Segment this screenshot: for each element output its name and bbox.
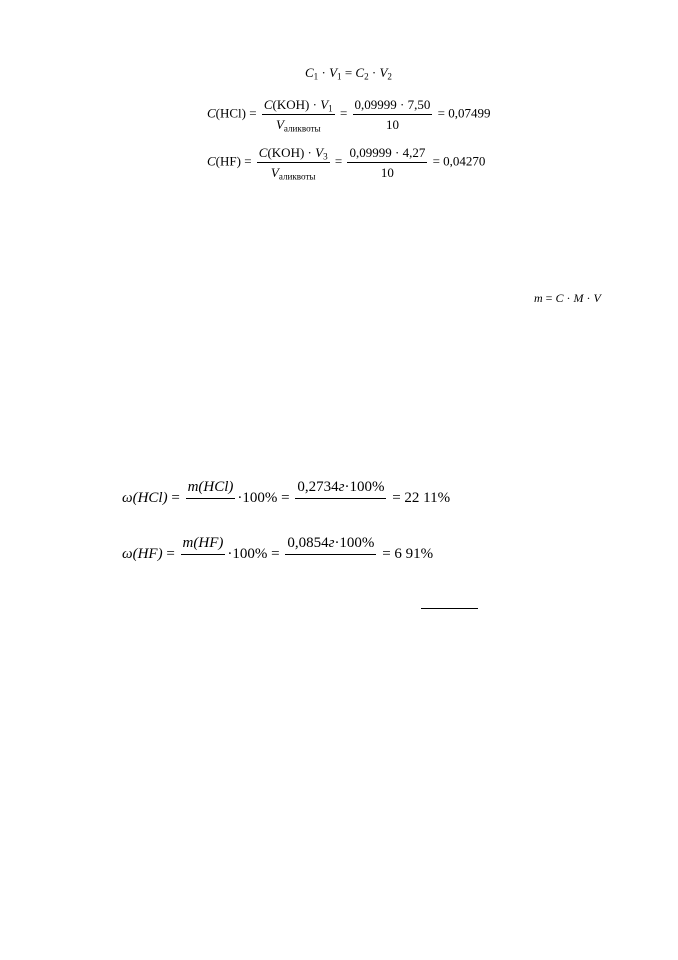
numeric-denominator: 10 — [385, 117, 399, 132]
lhs-omega: ω(HF) — [122, 545, 163, 562]
percent-multiplier: ·100% = — [237, 489, 290, 506]
numeric-numerator — [285, 536, 376, 555]
hcl-concentration-equation — [207, 97, 491, 134]
dot-operator: · — [321, 65, 326, 80]
mass-value: 0,0854 — [287, 535, 329, 551]
v1-symbol: V — [329, 65, 338, 80]
lhs-omega: ω(HCl) — [122, 489, 168, 506]
dot-operator: · — [586, 291, 591, 305]
concentration-symbol: C — [555, 291, 564, 305]
numeric-numerator — [295, 480, 386, 499]
denominator-v: V — [270, 165, 279, 180]
equals-sign: = — [344, 65, 353, 80]
numeric-numerator: 0,09999 · 4,27 — [347, 146, 427, 163]
denominator-subscript: аликвоты — [283, 123, 321, 134]
hf-mass-fraction-equation — [122, 536, 433, 573]
hf-concentration-equation — [207, 145, 486, 182]
dot-operator: · — [312, 97, 317, 112]
v1-subscript: 1 — [337, 71, 342, 82]
percent-factor: ·100% — [334, 535, 375, 551]
symbolic-fraction — [257, 145, 330, 182]
numerator-substance: (KOH) — [267, 145, 305, 160]
dot-operator: · — [371, 65, 377, 80]
underline-rule — [421, 608, 478, 609]
c1-subscript: 1 — [313, 71, 319, 82]
fraction-denominator — [269, 163, 318, 182]
lhs-substance: (HCl) — [215, 105, 247, 121]
v2-symbol: V — [379, 65, 388, 80]
fraction-denominator — [274, 115, 323, 134]
numeric-fraction — [285, 536, 376, 573]
mass-value: 0,2734 — [297, 479, 339, 495]
numerator-c: C — [263, 97, 273, 112]
equals-sign: = — [339, 105, 348, 121]
mass-formula — [534, 292, 601, 304]
fraction-numerator: m(HCl) — [186, 480, 236, 499]
equals-sign: = — [249, 105, 257, 121]
equals-sign: = — [334, 153, 343, 169]
lhs-c-symbol: C — [207, 105, 216, 121]
result-value: = 0,07499 — [437, 105, 491, 121]
dot-operator: · — [566, 291, 571, 305]
molar-mass-symbol: M — [573, 291, 584, 305]
result-value: = 22 11% — [392, 489, 451, 506]
numeric-numerator: 0,09999 · 7,50 — [353, 98, 433, 115]
fraction-numerator — [262, 98, 335, 115]
gram-unit: г — [338, 479, 345, 495]
gram-unit: г — [328, 535, 335, 551]
numeric-denominator — [337, 499, 345, 517]
numerator-c: C — [258, 145, 268, 160]
result-value: = 0,04270 — [432, 153, 486, 169]
numeric-fraction — [353, 98, 433, 131]
mass-symbol: m — [534, 291, 543, 305]
numeric-denominator — [327, 555, 335, 573]
lhs-substance: (HF) — [215, 153, 241, 169]
c2-subscript: 2 — [364, 71, 369, 82]
mass-fraction — [181, 536, 226, 573]
c2-symbol: C — [355, 65, 365, 80]
fraction-numerator: m(HF) — [181, 536, 226, 555]
numeric-fraction — [295, 480, 386, 517]
dilution-equation — [305, 65, 392, 82]
lhs-c-symbol: C — [207, 153, 216, 169]
result-value: = 6 91% — [382, 545, 434, 562]
equals-sign: = — [166, 545, 175, 562]
numerator-v: V — [315, 145, 324, 160]
dot-operator: · — [307, 145, 312, 160]
hcl-mass-fraction-equation — [122, 480, 450, 517]
numeric-denominator: 10 — [380, 165, 394, 180]
denominator-v: V — [275, 117, 284, 132]
numerator-v-subscript: 3 — [323, 151, 328, 162]
fraction-denominator — [207, 499, 215, 517]
numeric-fraction — [347, 146, 427, 179]
numerator-v-subscript: 1 — [328, 103, 333, 114]
denominator-subscript: аликвоты — [278, 171, 316, 182]
c1-symbol: C — [305, 65, 314, 80]
equals-sign: = — [545, 291, 553, 305]
fraction-numerator — [257, 146, 330, 163]
equals-sign: = — [244, 153, 252, 169]
equals-sign: = — [171, 489, 180, 506]
numerator-substance: (KOH) — [272, 97, 310, 112]
volume-symbol: V — [593, 291, 601, 305]
fraction-denominator — [199, 555, 207, 573]
percent-factor: ·100% — [344, 479, 385, 495]
numerator-v: V — [320, 97, 329, 112]
symbolic-fraction — [262, 97, 335, 134]
percent-multiplier: ·100% = — [227, 545, 280, 562]
mass-fraction — [186, 480, 236, 517]
v2-subscript: 2 — [387, 71, 392, 82]
